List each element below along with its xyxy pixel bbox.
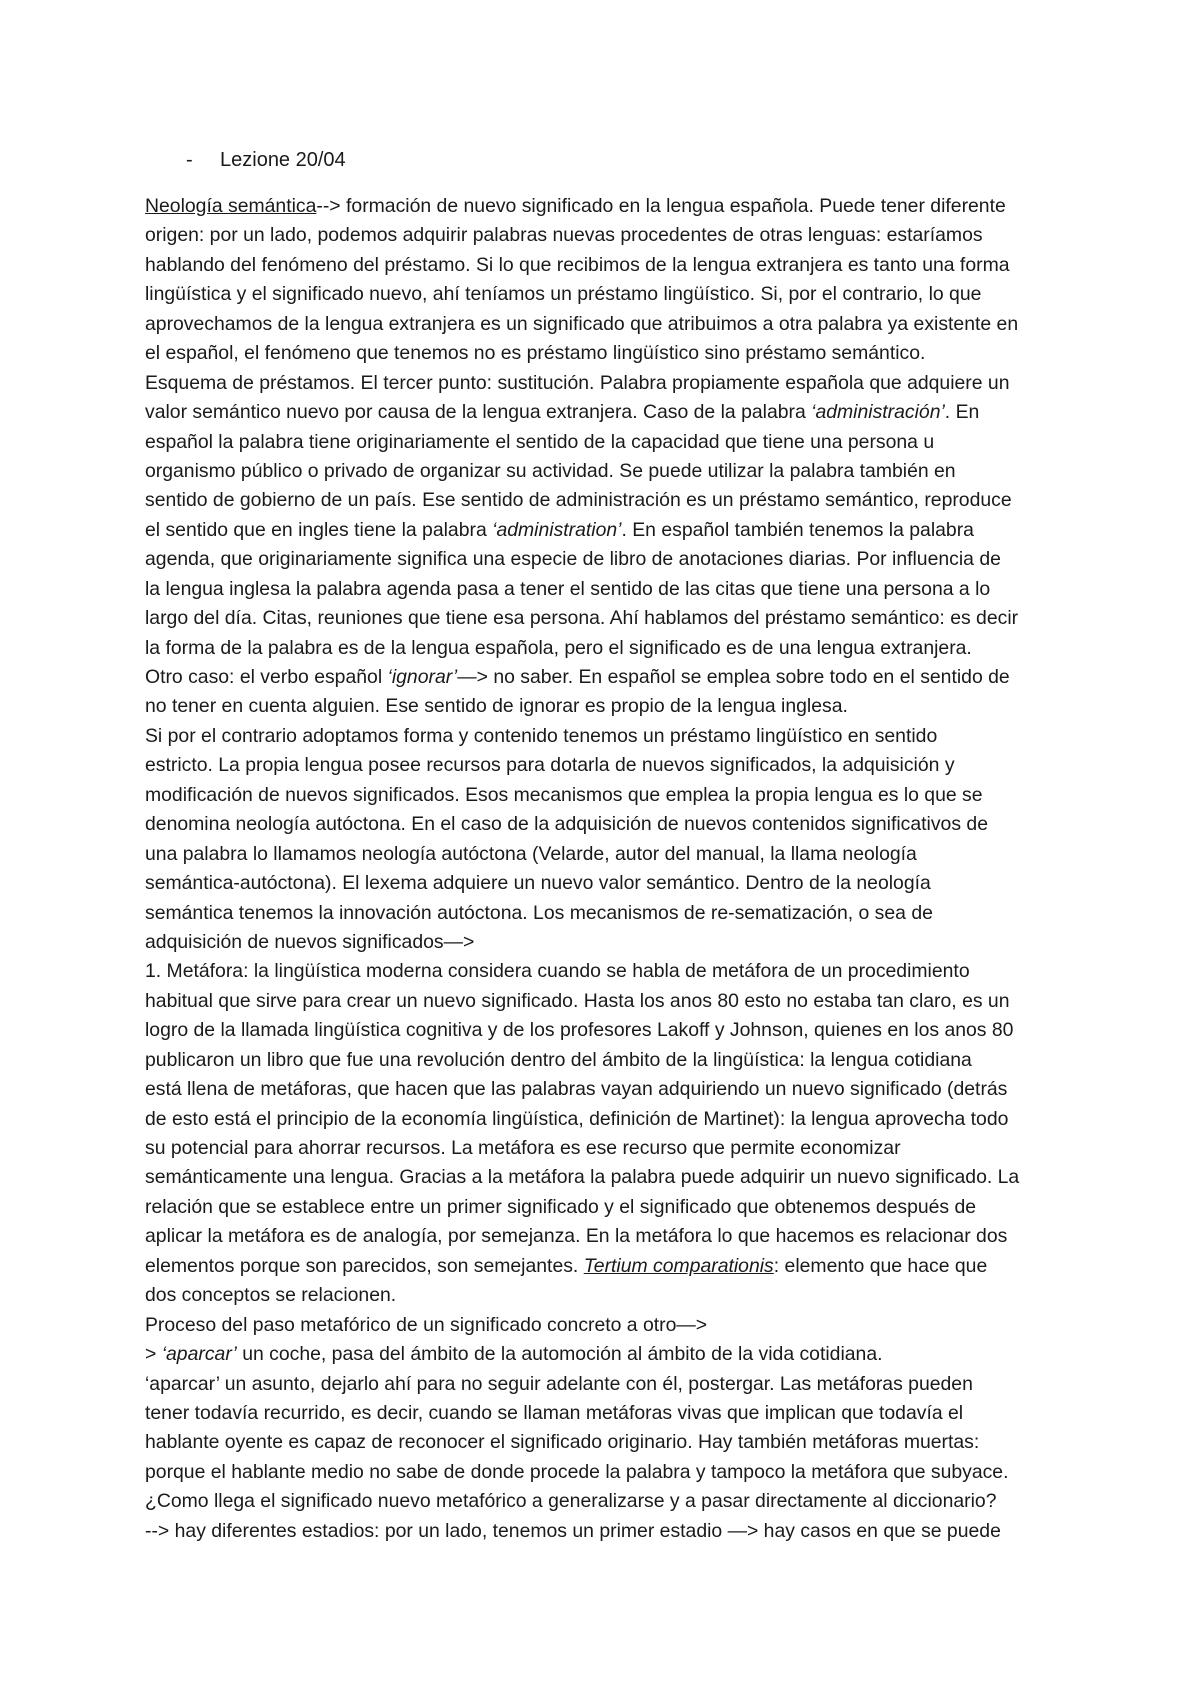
text-run: > bbox=[145, 1343, 162, 1366]
text-run: : elemento que hace que bbox=[773, 1254, 988, 1277]
text-line bbox=[145, 1075, 1045, 1104]
text-line bbox=[145, 1252, 1045, 1281]
text-run: porque el hablante medio no sabe de donde procede la palabra y tampoco la metáfora que subyace. bbox=[145, 1460, 1009, 1483]
text-run: está llena de metáforas, que hacen que las palabras vayan adquiriendo un nuevo significado (detrás bbox=[145, 1078, 1008, 1101]
text-line bbox=[145, 339, 1045, 368]
text-line bbox=[145, 692, 1045, 721]
text-line bbox=[145, 398, 1045, 427]
text-run: el sentido que en ingles tiene la palabra bbox=[145, 518, 493, 541]
text-run: ‘aparcar’ un asunto, dejarlo ahí para no seguir adelante con él, postergar. Las metáforas pueden bbox=[145, 1372, 973, 1395]
text-run: 1. Metáfora: la lingüística moderna considera cuando se habla de metáfora de un procedimiento bbox=[145, 960, 970, 983]
text-run: valor semántico nuevo por causa de la lengua extranjera. Caso de la palabra bbox=[145, 401, 812, 424]
text-run: estricto. La propia lengua posee recursos para dotarla de nuevos significados, la adquisición y bbox=[145, 754, 955, 777]
text-line bbox=[145, 516, 1045, 545]
text-line bbox=[145, 869, 1045, 898]
text-line bbox=[145, 634, 1045, 663]
text-run: de esto está el principio de la economía lingüística, definición de Martinet): la lengua aprovecha todo bbox=[145, 1107, 1009, 1130]
text-line bbox=[145, 840, 1045, 869]
text-line bbox=[145, 369, 1045, 398]
text-run: lingüística y el significado nuevo, ahí teníamos un préstamo lingüístico. Si, por el contrario, lo que bbox=[145, 283, 982, 306]
text-line bbox=[145, 1311, 1045, 1340]
emphasized-term: ‘administration’ bbox=[492, 518, 622, 541]
text-line bbox=[145, 1222, 1045, 1251]
text-line bbox=[145, 486, 1045, 515]
body-text bbox=[145, 192, 1045, 1546]
text-line bbox=[145, 957, 1045, 986]
emphasized-term: ‘ignorar’ bbox=[387, 666, 458, 688]
text-line bbox=[145, 928, 1045, 957]
text-run: Otro caso: el verbo español bbox=[145, 666, 388, 688]
text-line bbox=[145, 1046, 1045, 1075]
text-line bbox=[145, 1458, 1045, 1487]
text-run: . En español también tenemos la palabra bbox=[621, 518, 974, 541]
text-run: una palabra lo llamamos neología autóctona (Velarde, autor del manual, la llama neología bbox=[145, 842, 917, 865]
text-run: publicaron un libro que fue una revolución dentro del ámbito de la lingüística: la lengua cotidiana bbox=[145, 1048, 972, 1071]
text-line bbox=[145, 663, 1045, 692]
text-run: relación que se establece entre un primer significado y el significado que obtenemos después de bbox=[145, 1195, 977, 1218]
text-run: agenda, que originariamente significa una especie de libro de anotaciones diarias. Por influencia de bbox=[145, 548, 1001, 571]
text-run: un coche, pasa del ámbito de la automoción al ámbito de la vida cotidiana. bbox=[236, 1343, 883, 1366]
text-run: semántica-autóctona). El lexema adquiere un nuevo valor semántico. Dentro de la neología bbox=[145, 872, 931, 895]
text-line bbox=[145, 575, 1045, 604]
emphasized-term: ‘aparcar’ bbox=[161, 1343, 237, 1366]
text-run: semánticamente una lengua. Gracias a la metáfora la palabra puede adquirir un nuevo significado. La bbox=[145, 1166, 1020, 1189]
text-run: dos conceptos se relacionen. bbox=[145, 1284, 397, 1307]
text-line bbox=[145, 1399, 1045, 1428]
text-run: elementos porque son parecidos, son semejantes. bbox=[145, 1254, 584, 1277]
text-run: semántica tenemos la innovación autóctona. Los mecanismos de re-sematización, o sea de bbox=[145, 901, 933, 924]
text-run: aprovechamos de la lengua extranjera es un significado que atribuimos a otra palabra ya existente en bbox=[145, 312, 1019, 335]
text-line bbox=[145, 428, 1045, 457]
text-run: la lengua inglesa la palabra agenda pasa a tener el sentido de las citas que tiene una persona a lo bbox=[145, 577, 991, 600]
text-run: hablante oyente es capaz de reconocer el significado originario. Hay también metáforas muertas: bbox=[145, 1431, 980, 1454]
text-run: --> hay diferentes estadios: por un lado, tenemos un primer estadio —> hay casos en que se puede bbox=[145, 1519, 1001, 1542]
text-run: Proceso del paso metafórico de un significado concreto a otro—> bbox=[145, 1313, 708, 1336]
text-line bbox=[145, 810, 1045, 839]
text-line bbox=[145, 751, 1045, 780]
emphasized-term: Tertium comparationis bbox=[583, 1254, 774, 1277]
text-run: origen: por un lado, podemos adquirir palabras nuevas procedentes de otras lenguas: estaríamos bbox=[145, 224, 983, 247]
emphasized-term: Neología semántica bbox=[145, 195, 317, 217]
text-run: Esquema de préstamos. El tercer punto: sustitución. Palabra propiamente española que adquiere un bbox=[145, 371, 1010, 394]
text-line bbox=[145, 987, 1045, 1016]
text-line bbox=[145, 1487, 1045, 1516]
lecture-heading bbox=[186, 148, 346, 172]
text-run: adquisición de nuevos significados—> bbox=[145, 930, 475, 953]
text-line bbox=[145, 310, 1045, 339]
text-line bbox=[145, 1105, 1045, 1134]
text-run: la forma de la palabra es de la lengua española, pero el significado es de una lengua extranjera. bbox=[145, 636, 972, 659]
text-line bbox=[145, 280, 1045, 309]
text-line bbox=[145, 1428, 1045, 1457]
text-line bbox=[145, 1163, 1045, 1192]
text-run: no tener en cuenta alguien. Ese sentido de ignorar es propio de la lengua inglesa. bbox=[145, 695, 848, 718]
text-line bbox=[145, 457, 1045, 486]
text-run: ¿Como llega el significado nuevo metafórico a generalizarse y a pasar directamente al diccionario? bbox=[145, 1490, 997, 1513]
text-line bbox=[145, 1281, 1045, 1310]
text-line bbox=[145, 1517, 1045, 1546]
text-run: sentido de gobierno de un país. Ese sentido de administración es un préstamo semántico, reproduce bbox=[145, 489, 1012, 512]
text-line bbox=[145, 1340, 1045, 1369]
text-line bbox=[145, 781, 1045, 810]
text-run: organismo público o privado de organizar su actividad. Se puede utilizar la palabra también en bbox=[145, 459, 956, 482]
text-line bbox=[145, 1134, 1045, 1163]
lecture-title: Lezione 20/04 bbox=[220, 149, 346, 171]
text-line bbox=[145, 192, 1045, 221]
text-run: habitual que sirve para crear un nuevo significado. Hasta los anos 80 esto no estaba tan claro, es un bbox=[145, 989, 1010, 1012]
list-bullet: - bbox=[186, 149, 193, 171]
text-line bbox=[145, 1370, 1045, 1399]
text-line bbox=[145, 722, 1045, 751]
text-line bbox=[145, 545, 1045, 574]
text-line bbox=[145, 221, 1045, 250]
text-run: Si por el contrario adoptamos forma y contenido tenemos un préstamo lingüístico en sentido bbox=[145, 724, 938, 747]
text-run: --> formación de nuevo significado en la lengua española. Puede tener diferente bbox=[316, 195, 1006, 217]
text-run: logro de la llamada lingüística cognitiva y de los profesores Lakoff y Johnson, quienes en los anos 80 bbox=[145, 1019, 1014, 1042]
text-line bbox=[145, 251, 1045, 280]
text-line bbox=[145, 1016, 1045, 1045]
text-run: denomina neología autóctona. En el caso de la adquisición de nuevos contenidos significativos de bbox=[145, 813, 988, 836]
text-run: tener todavía recurrido, es decir, cuando se llaman metáforas vivas que implican que todavía el bbox=[145, 1401, 964, 1424]
text-line bbox=[145, 899, 1045, 928]
text-run: hablando del fenómeno del préstamo. Si lo que recibimos de la lengua extranjera es tanto una forma bbox=[145, 253, 1010, 276]
text-run: español la palabra tiene originariamente el sentido de la capacidad que tiene una persona u bbox=[145, 430, 935, 453]
text-run: su potencial para ahorrar recursos. La metáfora es ese recurso que permite economizar bbox=[145, 1137, 901, 1159]
text-line bbox=[145, 1193, 1045, 1222]
text-run: modificación de nuevos significados. Esos mecanismos que emplea la propia lengua es lo que se bbox=[145, 783, 983, 806]
text-run: largo del día. Citas, reuniones que tiene esa persona. Ahí hablamos del préstamo semántico: es decir bbox=[145, 607, 1019, 630]
text-run: . En bbox=[944, 401, 980, 424]
text-line bbox=[145, 604, 1045, 633]
text-run: el español, el fenómeno que tenemos no es préstamo lingüístico sino préstamo semántico. bbox=[145, 342, 926, 365]
text-run: —> no saber. En español se emplea sobre todo en el sentido de bbox=[457, 666, 1010, 688]
text-run: aplicar la metáfora es de analogía, por semejanza. En la metáfora lo que hacemos es relacionar dos bbox=[145, 1225, 1008, 1248]
emphasized-term: ‘administración’ bbox=[811, 401, 945, 424]
